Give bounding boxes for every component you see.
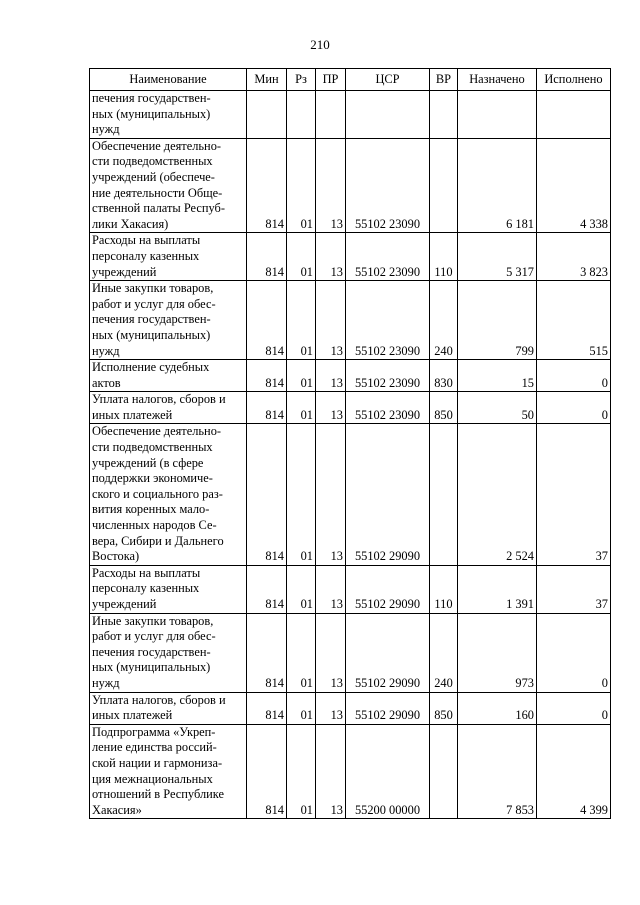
cell-name-line: печения государствен- [92, 91, 211, 105]
cell-assigned: 5 317 [458, 233, 537, 281]
cell-min [247, 91, 287, 139]
cell-name [90, 692, 247, 724]
cell-pr: 13 [316, 613, 346, 692]
cell-assigned: 50 [458, 392, 537, 424]
cell-min: 814 [247, 360, 287, 392]
table-row [90, 424, 611, 565]
cell-vr: 240 [430, 613, 458, 692]
cell-name-line: Хакасия» [92, 802, 142, 817]
cell-assigned: 7 853 [458, 724, 537, 819]
header-min: Мин [247, 69, 287, 91]
cell-csr: 55102 29090 [346, 565, 430, 613]
table-row [90, 281, 611, 360]
cell-name-line: учреждений [92, 264, 157, 279]
cell-min: 814 [247, 692, 287, 724]
cell-assigned: 15 [458, 360, 537, 392]
cell-name-line: Иные закупки товаров, [92, 613, 214, 628]
cell-name-line: Обеспечение деятельно- [92, 138, 222, 153]
cell-name [90, 281, 247, 360]
table-row [90, 360, 611, 392]
cell-name-line: ция межнациональных [92, 771, 213, 786]
cell-name-line: печения государствен- [92, 644, 211, 659]
cell-executed: 4 338 [537, 138, 611, 233]
cell-name-line: Исполнение судебных [92, 360, 210, 375]
cell-name [90, 724, 247, 819]
cell-assigned: 6 181 [458, 138, 537, 233]
cell-rz: 01 [287, 281, 316, 360]
cell-pr: 13 [316, 424, 346, 565]
header-pr: ПР [316, 69, 346, 91]
cell-min: 814 [247, 138, 287, 233]
cell-rz: 01 [287, 565, 316, 613]
table-row [90, 138, 611, 233]
cell-name-line: Иные закупки товаров, [92, 281, 214, 296]
cell-vr: 830 [430, 360, 458, 392]
cell-executed: 0 [537, 613, 611, 692]
cell-pr: 13 [316, 392, 346, 424]
cell-executed: 37 [537, 565, 611, 613]
cell-executed: 0 [537, 392, 611, 424]
cell-assigned: 973 [458, 613, 537, 692]
cell-pr: 13 [316, 724, 346, 819]
cell-vr: 850 [430, 692, 458, 724]
header-csr: ЦСР [346, 69, 430, 91]
cell-csr [346, 91, 430, 139]
cell-vr: 110 [430, 565, 458, 613]
cell-assigned: 160 [458, 692, 537, 724]
cell-name-line: персоналу казенных [92, 581, 200, 596]
table-header [90, 69, 611, 91]
cell-csr: 55102 23090 [346, 138, 430, 233]
cell-executed: 4 399 [537, 724, 611, 819]
cell-name-line: Уплата налогов, сборов и [92, 692, 226, 707]
cell-name-line: учреждений [92, 597, 157, 611]
cell-name-line: Расходы на выплаты [92, 233, 201, 248]
cell-rz: 01 [287, 724, 316, 819]
table-body [90, 91, 611, 819]
cell-csr: 55102 23090 [346, 360, 430, 392]
cell-name-line: ных (муниципальных) [92, 327, 211, 342]
cell-rz: 01 [287, 424, 316, 565]
cell-name-line: учреждений (в сфере [92, 455, 204, 470]
cell-min: 814 [247, 281, 287, 360]
cell-name [90, 565, 247, 613]
cell-csr: 55102 29090 [346, 692, 430, 724]
cell-min: 814 [247, 424, 287, 565]
header-executed: Исполнено [537, 69, 611, 91]
cell-executed: 37 [537, 424, 611, 565]
cell-min: 814 [247, 613, 287, 692]
cell-csr: 55102 23090 [346, 392, 430, 424]
cell-name [90, 91, 247, 139]
header-assigned: Назначено [458, 69, 537, 91]
cell-name-line: иных платежей [92, 708, 173, 723]
cell-vr [430, 91, 458, 139]
table-row [90, 91, 611, 139]
cell-name-line: вера, Сибири и Дальнего [92, 533, 224, 548]
cell-executed [537, 91, 611, 139]
cell-csr: 55102 23090 [346, 281, 430, 360]
cell-rz: 01 [287, 360, 316, 392]
cell-rz [287, 91, 316, 139]
cell-csr: 55102 23090 [346, 233, 430, 281]
table-row [90, 724, 611, 819]
cell-executed: 0 [537, 692, 611, 724]
cell-name-line: иных платежей [92, 407, 173, 422]
cell-vr: 240 [430, 281, 458, 360]
cell-name-line: нужд [92, 675, 120, 690]
cell-name [90, 360, 247, 392]
cell-csr: 55200 00000 [346, 724, 430, 819]
cell-vr [430, 724, 458, 819]
cell-pr: 13 [316, 138, 346, 233]
cell-min: 814 [247, 565, 287, 613]
cell-name-line: нужд [92, 343, 120, 358]
cell-name-line: Подпрограмма «Укреп- [92, 724, 216, 739]
cell-name-line: отношений в Республике [92, 787, 224, 802]
header-name: Наименование [90, 69, 247, 91]
cell-name-line: вития коренных мало- [92, 502, 210, 517]
table-row [90, 565, 611, 613]
cell-name-line: Уплата налогов, сборов и [92, 392, 226, 407]
cell-vr [430, 424, 458, 565]
table-row [90, 692, 611, 724]
cell-min: 814 [247, 724, 287, 819]
table-row [90, 613, 611, 692]
cell-name [90, 233, 247, 281]
cell-min: 814 [247, 392, 287, 424]
budget-table [89, 68, 611, 819]
cell-name-line: Расходы на выплаты [92, 565, 201, 580]
cell-name-line: поддержки экономиче- [92, 471, 213, 486]
cell-name-line: лики Хакасия) [92, 216, 169, 231]
cell-name-line: учреждений (обеспече- [92, 169, 215, 184]
cell-pr: 13 [316, 565, 346, 613]
cell-name-line: Востока) [92, 549, 140, 564]
cell-name-line: сти подведомственных [92, 440, 213, 455]
cell-assigned [458, 91, 537, 139]
cell-csr: 55102 29090 [346, 613, 430, 692]
table-row [90, 392, 611, 424]
cell-name [90, 424, 247, 565]
cell-rz: 01 [287, 233, 316, 281]
cell-name-line: ние деятельности Обще- [92, 185, 223, 200]
cell-name-line: ского и социального раз- [92, 486, 223, 501]
cell-name-line: работ и услуг для обес- [92, 296, 216, 311]
cell-rz: 01 [287, 613, 316, 692]
cell-name-line: сти подведомственных [92, 154, 213, 169]
cell-vr: 110 [430, 233, 458, 281]
cell-pr: 13 [316, 692, 346, 724]
cell-rz: 01 [287, 392, 316, 424]
cell-name-line: работ и услуг для обес- [92, 629, 216, 644]
cell-pr: 13 [316, 281, 346, 360]
cell-csr: 55102 29090 [346, 424, 430, 565]
cell-name [90, 392, 247, 424]
cell-executed: 0 [537, 360, 611, 392]
cell-name [90, 138, 247, 233]
cell-rz: 01 [287, 692, 316, 724]
cell-name-line: актов [92, 375, 121, 390]
page-number: 210 [310, 37, 330, 52]
cell-executed: 3 823 [537, 233, 611, 281]
cell-vr: 850 [430, 392, 458, 424]
cell-assigned: 1 391 [458, 565, 537, 613]
cell-name-line: ных (муниципальных) [92, 660, 211, 675]
cell-min: 814 [247, 233, 287, 281]
cell-vr [430, 138, 458, 233]
cell-pr [316, 91, 346, 139]
cell-name-line: печения государствен- [92, 312, 211, 327]
cell-name-line: Обеспечение деятельно- [92, 424, 222, 439]
cell-pr: 13 [316, 360, 346, 392]
cell-assigned: 2 524 [458, 424, 537, 565]
cell-name-line: нужд [92, 122, 120, 137]
cell-name-line: персоналу казенных [92, 248, 200, 263]
cell-name-line: ственной палаты Респуб- [92, 201, 225, 216]
cell-rz: 01 [287, 138, 316, 233]
header-row [90, 69, 611, 91]
cell-name-line: ской нации и гармониза- [92, 755, 223, 770]
cell-pr: 13 [316, 233, 346, 281]
cell-name-line: ление единства россий- [92, 740, 217, 755]
cell-name-line: ных (муниципальных) [92, 106, 211, 121]
cell-name [90, 613, 247, 692]
cell-assigned: 799 [458, 281, 537, 360]
cell-name-line: численных народов Се- [92, 518, 217, 533]
header-vr: ВР [430, 69, 458, 91]
cell-executed: 515 [537, 281, 611, 360]
header-rz: Рз [287, 69, 316, 91]
table-row [90, 233, 611, 281]
